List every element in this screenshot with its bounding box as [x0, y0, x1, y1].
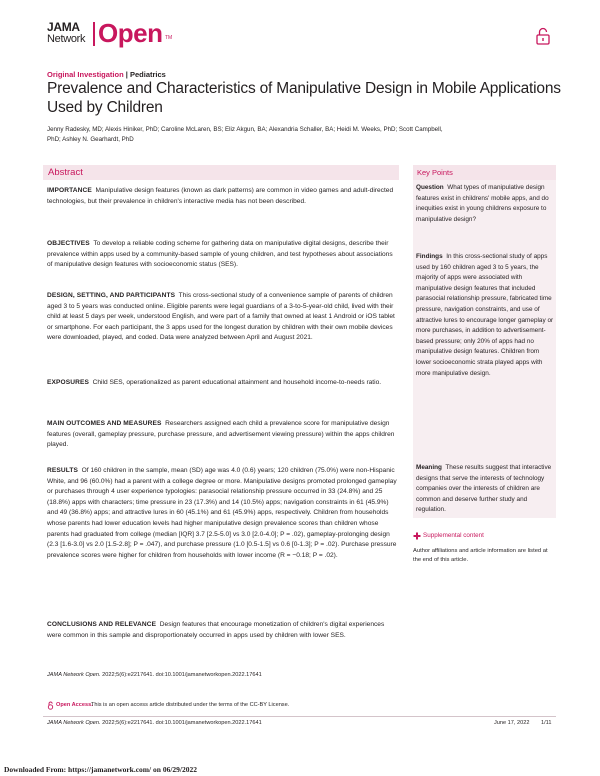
lock-icon — [536, 27, 550, 45]
supplemental-content-label: Supplemental content — [423, 532, 484, 539]
abstract-conclusions — [47, 620, 399, 641]
key-point-meaning — [416, 463, 554, 516]
section-label: IMPORTANCE — [47, 187, 92, 194]
article-type[interactable]: Original Investigation — [47, 70, 124, 79]
section-text: Manipulative design features (known as dark patterns) are common in video games and adult-directed technologies, but their prevalence in children's interactive media has not been described. — [47, 187, 394, 205]
footer-date: June 17, 2022 — [494, 720, 530, 726]
section-label: EXPOSURES — [47, 379, 89, 386]
abstract-design — [47, 291, 399, 344]
section-label: CONCLUSIONS AND RELEVANCE — [47, 621, 157, 628]
article-category — [47, 70, 166, 79]
footer-divider — [43, 716, 556, 717]
footer-journal: JAMA Network Open. — [47, 720, 101, 726]
section-label: DESIGN, SETTING, AND PARTICIPANTS — [47, 292, 176, 299]
article-title: Prevalence and Characteristics of Manipulative Design in Mobile Applications Used by Children — [47, 80, 561, 116]
section-label: OBJECTIVES — [47, 240, 90, 247]
supplemental-content-link[interactable] — [413, 532, 556, 542]
abstract-heading-bar — [43, 165, 399, 180]
section-text: Of 160 children in the sample, mean (SD) age was 4.0 (0.6) years; 120 children (75.0%) were non-Hispanic White, and 96 (60.0%) had a parent with a college degree or more. Manipulative designs promoted prolonged gameplay or purchases through 4 user experience typologies: parasocial relationship pressure occurred in 33 (24.8%) and 25 (18.8%) apps with characters; time pressure in 23 (17.3%) and 14 (10.5%) apps; navigation constraints in 61 (45.9%) and 49 (36.8%) apps; and attractive lures in 60 (45.1%) and 61 (45.9%) apps, respectively. Children from households whose parents had lower education levels had higher manipulative design prevalence scores than children whose parents had graduated from college (median [IQR] 3.7 [2.5-5.0] vs 3.0 [2.0-4.0]; P = .02), gameplay-prolonging design (2.3 [1.6-3.0] vs 2.0 [1.5-2.8]; P = .047), and purchase pressure (1.0 [0.5-1.5] vs 0.6 [0-1.3]; P = .02). Purchase pressure prevalence scores were higher for children from households with lower income (R = −0.18; P = .02). — [47, 467, 397, 559]
key-point-question — [416, 183, 554, 225]
logo-line-jama: JAMA — [47, 20, 80, 34]
abstract-exposures — [47, 378, 399, 389]
footer-page-number: 1/11 — [541, 720, 552, 726]
category-separator: | — [125, 70, 128, 79]
key-point-label: Meaning — [416, 464, 442, 471]
open-access-label: Open Access. — [56, 702, 93, 708]
page-header — [0, 0, 600, 60]
abstract-importance — [47, 186, 399, 207]
logo-trademark: TM — [165, 35, 173, 41]
affiliations-note: Author affiliations and article information are listed at the end of this article. — [413, 548, 548, 563]
abstract-main-outcomes — [47, 419, 399, 451]
abstract-results — [47, 466, 399, 561]
author-list: Jenny Radesky, MD; Alexis Hiniker, PhD; Caroline McLaren, BS; Eliz Akgun, BA; Alexandria Schaller, BA; Heidi M. Weeks, PhD; Scott Campbell, PhD; Ashley N. Gearhardt, PhD — [47, 126, 443, 143]
download-stamp: Downloaded From: https://jamanetwork.com/ on 06/29/2022 — [4, 765, 197, 774]
abstract-heading: Abstract — [48, 167, 83, 178]
section-label: MAIN OUTCOMES AND MEASURES — [47, 420, 162, 427]
section-text: This cross-sectional study of a convenience sample of parents of children aged 3 to 5 years was conducted online. Eligible parents were legal guardians of a 3-to-5-year-old child, lived with their child at least 5 days per week, understood English, and were part of a family that owned at least 1 Android or iOS tablet or smartphone. For each participant, the 3 apps used for the longest duration by children with their own mobile devices were downloaded, played, and coded. Data were analyzed between April and August 2021. — [47, 292, 395, 342]
footer-citation — [47, 720, 262, 726]
logo-line-network: Network — [47, 33, 86, 45]
page-footer — [47, 720, 556, 730]
plus-icon — [413, 532, 421, 540]
key-point-findings — [416, 252, 554, 379]
key-point-text: These results suggest that interactive designs that serve the interests of technology companies over the interests of children are common and deserve further study and regulation. — [416, 464, 552, 514]
key-point-label: Findings — [416, 253, 443, 260]
key-point-label: Question — [416, 184, 444, 191]
jama-network-open-logo[interactable] — [47, 18, 187, 51]
logo-divider — [93, 22, 95, 46]
citation-journal: JAMA Network Open. — [47, 672, 101, 678]
key-point-text: In this cross-sectional study of apps used by 160 children aged 3 to 5 years, the majority of apps were associated with manipulative design features that included parasocial relationship pressure, fabricated time pressure, navigation constraints, and use of attractive lures to encourage longer gameplay or more purchases, in addition to advertisement-based pressure; only 20% of apps had no manipulative design features. Children from lower socioeconomic strata played apps with more manipulative design. — [416, 253, 554, 377]
section-text: Design features that encourage monetization of children's digital experiences were common in this sample and disproportionately occurred in apps used by children with lower SES. — [47, 621, 385, 639]
article-subject[interactable]: Pediatrics — [129, 70, 166, 79]
section-text: To develop a reliable coding scheme for gathering data on manipulative digital designs, describe their prevalence within apps used by a community-based sample of young children, and test hypotheses about associations of manipulative design features with socioeconomic status (SES). — [47, 240, 393, 269]
open-access-icon — [47, 701, 54, 710]
footer-details: 2022;5(6):e2217641. doi:10.1001/jamanetworkopen.2022.17641 — [102, 720, 262, 726]
key-points-heading-bar — [413, 165, 556, 180]
open-access-text[interactable]: This is an open access article distributed under the terms of the CC-BY License. — [91, 702, 290, 708]
key-point-text: What types of manipulative design features exist in childrens' mobile apps, and do inequities exist in young childrens exposure to manipulative design? — [416, 184, 549, 223]
section-label: RESULTS — [47, 467, 78, 474]
citation-details[interactable]: 2022;5(6):e2217641. doi:10.1001/jamanetworkopen.2022.17641 — [102, 672, 262, 678]
key-points-heading: Key Points — [417, 168, 453, 177]
section-text: Child SES, operationalized as parent educational attainment and household income-to-needs ratio. — [92, 379, 382, 386]
abstract-objectives — [47, 239, 399, 271]
section-text: Researchers assigned each child a prevalence score for manipulative design features (overall, gameplay pressure, purchase pressure, and advertisement viewing pressure) within the apps children played. — [47, 420, 395, 449]
logo-open-wordmark: Open — [98, 18, 163, 48]
article-citation — [47, 671, 447, 679]
